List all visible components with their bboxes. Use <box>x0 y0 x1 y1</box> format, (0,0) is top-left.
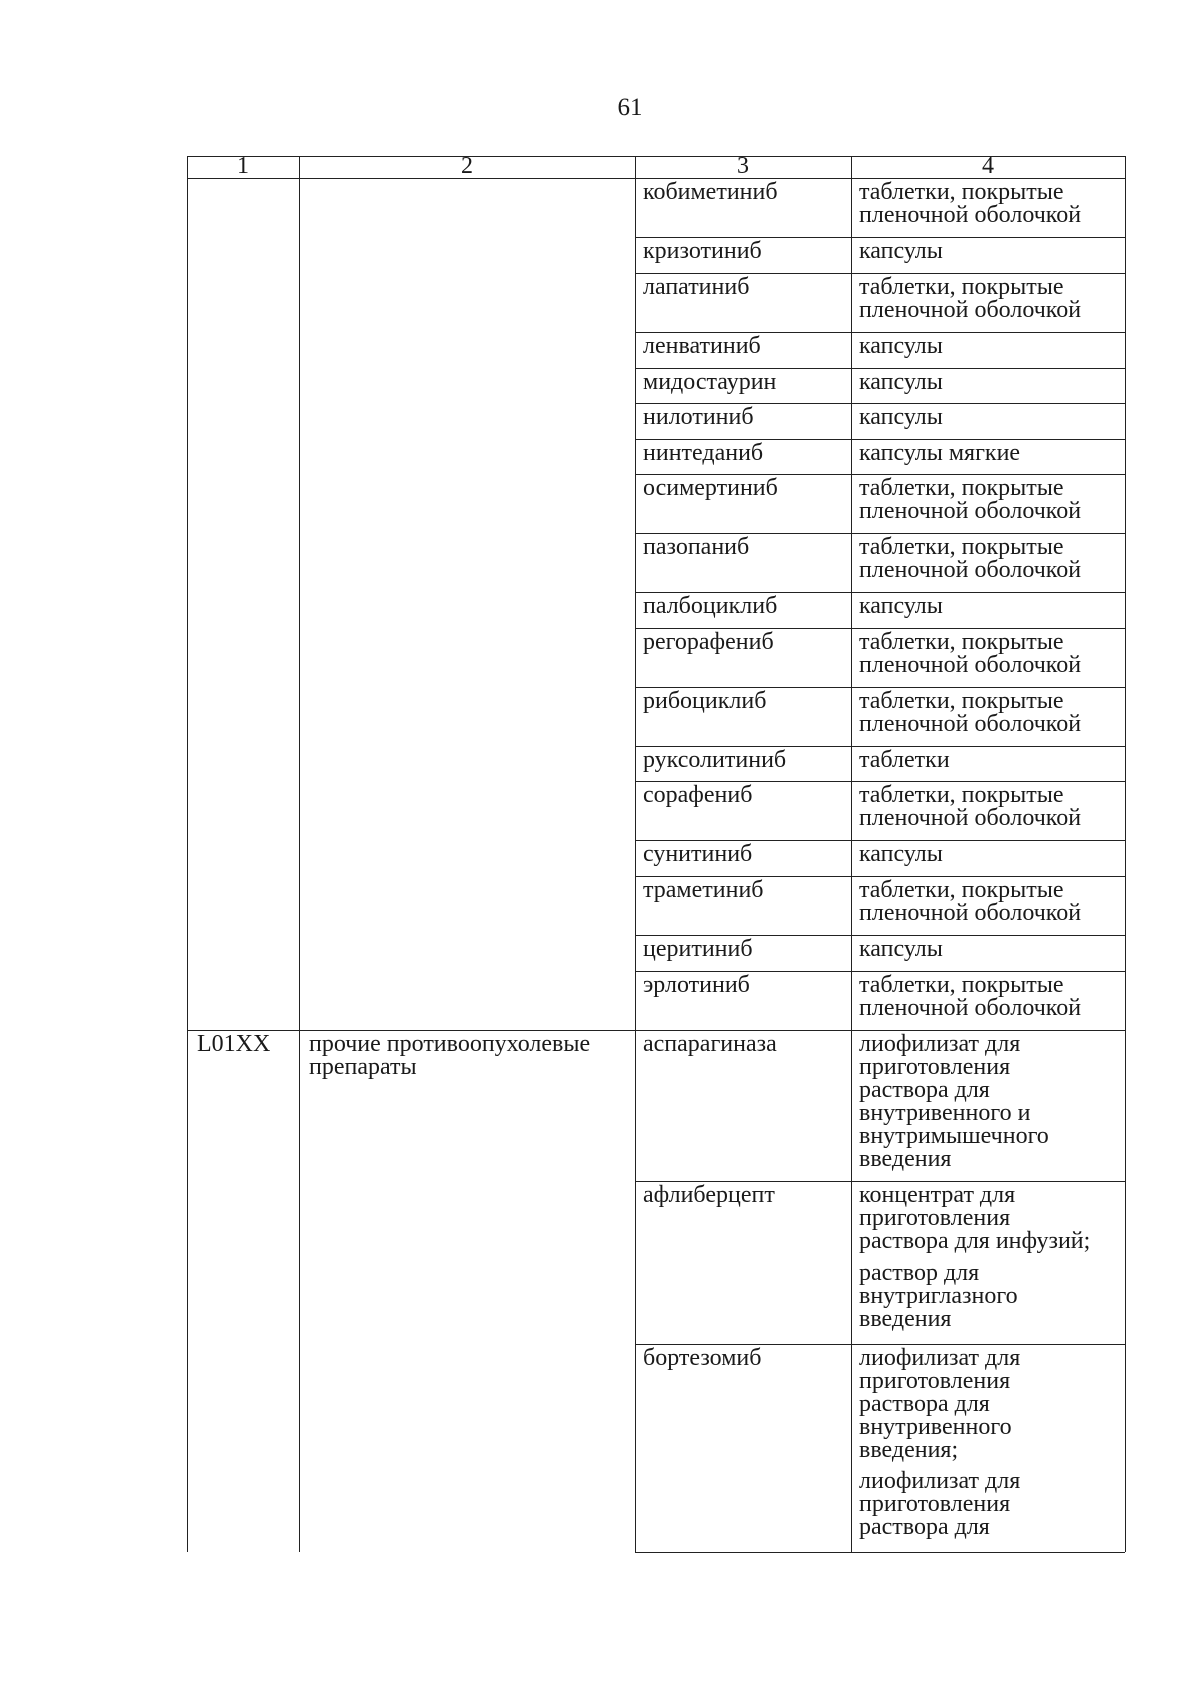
atc-code: L01XX <box>197 1031 271 1057</box>
drug-name: траметиниб <box>643 877 764 903</box>
column-header-1: 1 <box>237 153 249 179</box>
drug-name: ленватиниб <box>643 333 761 359</box>
dosage-form: таблетки, покрытые пленочной оболочкой <box>859 534 1082 583</box>
drug-name: аспарагиназа <box>643 1031 777 1057</box>
dosage-form: таблетки, покрытые пленочной оболочкой <box>859 972 1082 1021</box>
drug-name: нилотиниб <box>643 404 754 430</box>
drug-name: осимертиниб <box>643 475 778 501</box>
column-border-left <box>187 156 188 1552</box>
dosage-form: капсулы <box>859 238 943 264</box>
dosage-form: таблетки, покрытые пленочной оболочкой <box>859 274 1082 323</box>
dosage-form: лиофилизат для приготовления раствора для <box>859 1468 1021 1540</box>
dosage-form: таблетки, покрытые пленочной оболочкой <box>859 629 1082 678</box>
group-name: прочие противоопухолевые препараты <box>309 1031 591 1080</box>
dosage-form: капсулы <box>859 333 943 359</box>
dosage-form: лиофилизат для приготовления раствора для внутривенного и внутримышечного введения <box>859 1031 1049 1172</box>
dosage-form: таблетки, покрытые пленочной оболочкой <box>859 475 1082 524</box>
column-border-2-3 <box>635 156 636 1552</box>
page-number: 61 <box>617 94 643 121</box>
dosage-form: таблетки, покрытые пленочной оболочкой <box>859 877 1082 926</box>
table-bottom-border <box>635 1552 1125 1553</box>
column-border-1-2 <box>299 156 300 1552</box>
drug-name: рибоциклиб <box>643 688 767 714</box>
drug-name: руксолитиниб <box>643 747 787 773</box>
dosage-form: капсулы мягкие <box>859 440 1021 466</box>
header-top-border <box>187 156 1125 157</box>
dosage-form: капсулы <box>859 593 943 619</box>
drug-name: палбоциклиб <box>643 593 778 619</box>
dosage-form: капсулы <box>859 936 943 962</box>
drug-name: пазопаниб <box>643 534 750 560</box>
dosage-form: капсулы <box>859 369 943 395</box>
dosage-form: таблетки, покрытые пленочной оболочкой <box>859 688 1082 737</box>
dosage-form: раствор для внутриглазного введения <box>859 1260 1018 1332</box>
drug-name: кризотиниб <box>643 238 762 264</box>
drug-name: афлиберцепт <box>643 1182 775 1208</box>
dosage-form: лиофилизат для приготовления раствора для внутривенного введения; <box>859 1345 1021 1463</box>
column-border-right <box>1125 156 1126 1552</box>
drug-name: мидостаурин <box>643 369 777 395</box>
drug-name: бортезомиб <box>643 1345 762 1371</box>
drug-name: кобиметиниб <box>643 179 778 205</box>
column-header-4: 4 <box>982 153 994 179</box>
drug-name: эрлотиниб <box>643 972 750 998</box>
drug-name: сорафениб <box>643 782 753 808</box>
drug-name: регорафениб <box>643 629 774 655</box>
drug-name: нинтеданиб <box>643 440 764 466</box>
drug-name: лапатиниб <box>643 274 750 300</box>
column-header-2: 2 <box>461 153 473 179</box>
dosage-form: концентрат для приготовления раствора для инфузий; <box>859 1182 1091 1254</box>
column-header-3: 3 <box>737 153 749 179</box>
dosage-form: капсулы <box>859 404 943 430</box>
dosage-form: таблетки, покрытые пленочной оболочкой <box>859 782 1082 831</box>
drug-name: церитиниб <box>643 936 753 962</box>
column-border-3-4 <box>851 156 852 1552</box>
drug-name: сунитиниб <box>643 841 753 867</box>
dosage-form: таблетки, покрытые пленочной оболочкой <box>859 179 1082 228</box>
dosage-form: таблетки <box>859 747 950 773</box>
drug-table <box>187 153 1125 1552</box>
dosage-form: капсулы <box>859 841 943 867</box>
